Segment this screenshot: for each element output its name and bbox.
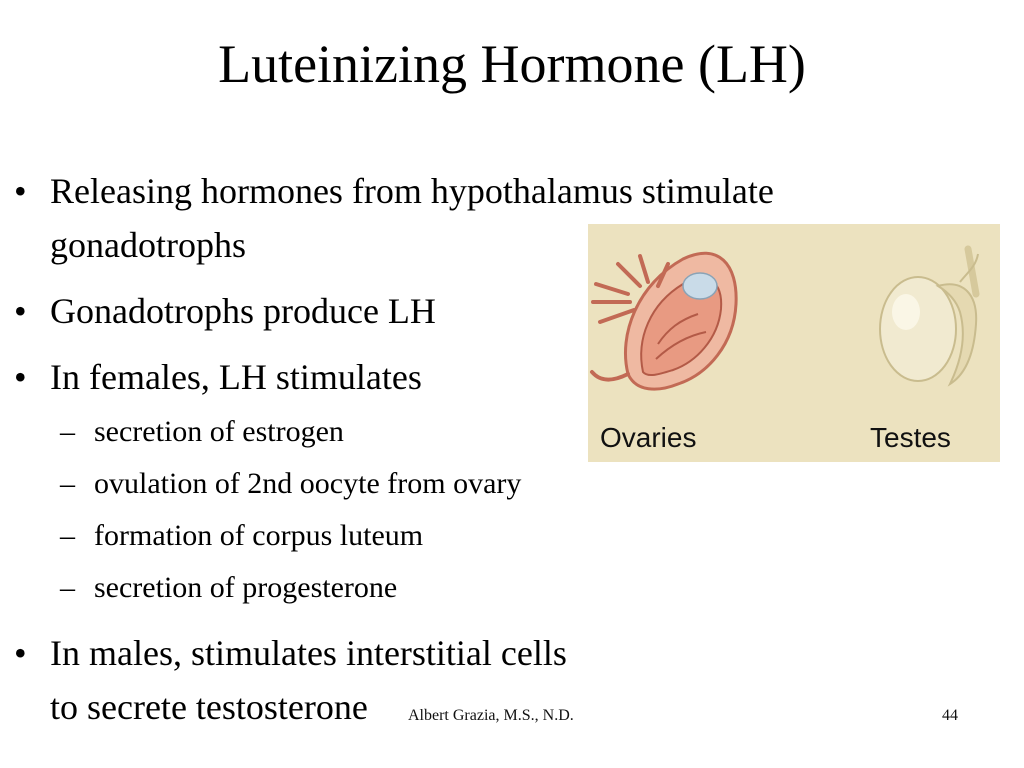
testes-label: Testes	[870, 422, 951, 453]
bullet-text-line: gonadotrophs	[50, 225, 246, 265]
bullet-marker: •	[14, 171, 27, 211]
dash-marker: –	[60, 571, 75, 604]
bullet-marker: •	[14, 633, 27, 673]
bullet-text-line: to secrete testosterone	[50, 687, 368, 727]
page-number: 44	[942, 707, 958, 724]
dash-marker: –	[60, 415, 75, 448]
sub-bullet-text: formation of corpus luteum	[94, 519, 424, 552]
sub-bullet-text: secretion of estrogen	[94, 415, 344, 448]
bullet-text-line: In males, stimulates interstitial cells	[50, 633, 567, 673]
dash-marker: –	[60, 519, 75, 552]
bullet-text-line: Releasing hormones from hypothalamus stimulate	[50, 171, 774, 211]
sub-bullet-item	[60, 406, 344, 458]
sub-bullet-item	[60, 458, 521, 510]
ovary-drawing	[592, 253, 736, 389]
sub-bullet-item	[60, 562, 397, 614]
dash-marker: –	[60, 467, 75, 500]
sub-bullet-text: ovulation of 2nd oocyte from ovary	[94, 467, 522, 500]
bullet-text-line: In females, LH stimulates	[50, 357, 422, 397]
slide-title: Luteinizing Hormone (LH)	[218, 34, 806, 94]
sub-bullet-item	[60, 510, 423, 562]
footer-author: Albert Grazia, M.S., N.D.	[408, 707, 574, 724]
bullet-text-line: Gonadotrophs produce LH	[50, 291, 436, 331]
testis-drawing	[880, 249, 978, 384]
gonads-illustration	[588, 224, 1000, 462]
bullet-marker: •	[14, 291, 27, 331]
bullet-marker: •	[14, 357, 27, 397]
sub-bullet-text: secretion of progesterone	[94, 571, 398, 604]
ovaries-label: Ovaries	[600, 422, 697, 453]
